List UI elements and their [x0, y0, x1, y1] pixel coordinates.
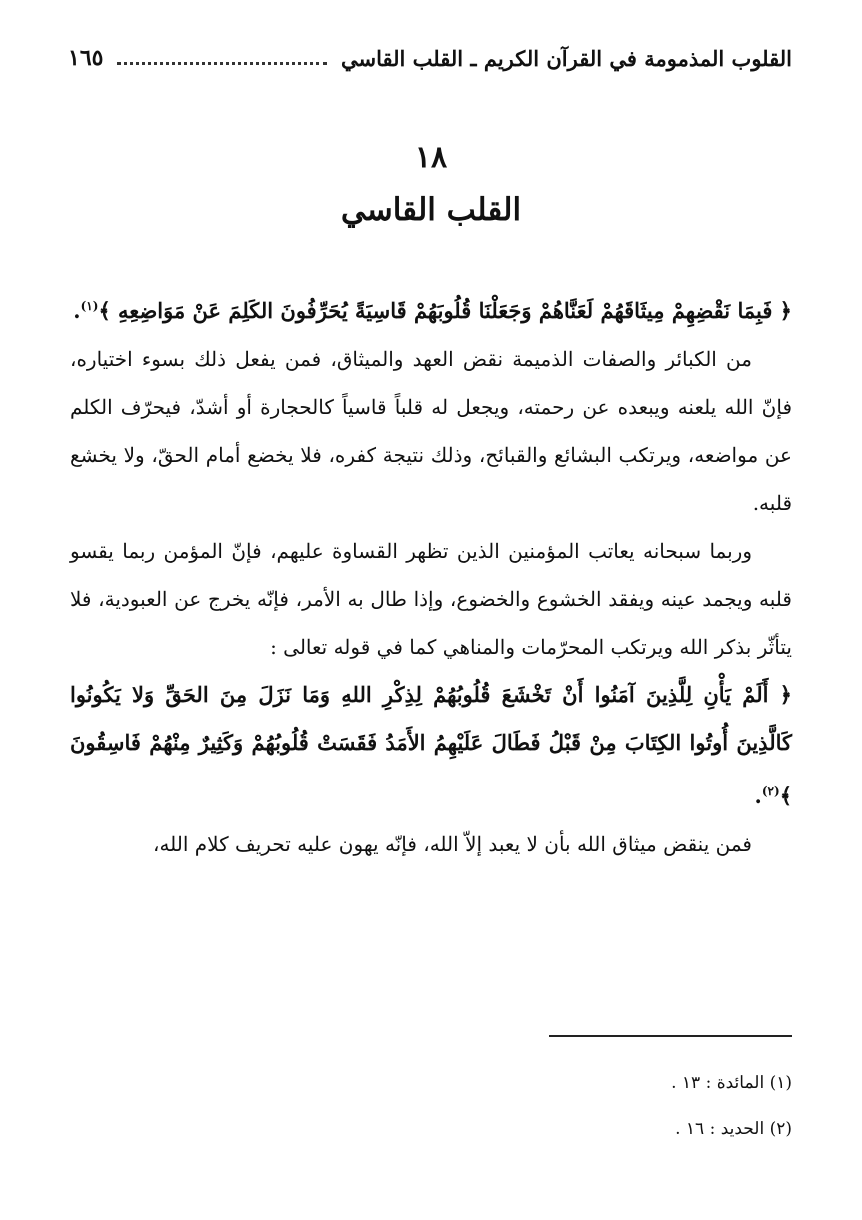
- paragraph-2: وربما سبحانه يعاتب المؤمنين الذين تظهر القساوة عليهم، فإنّ المؤمن ربما يقسو قلبه ويجمد عينه ويفقد الخشوع والخضوع، وإذا طال به الأمر، فإنّه يخرج عن العبودية، فلا يتأثّر بذكر الله ويرتكب المحرّمات والمناهي كما في قوله تعالى :: [70, 539, 792, 659]
- paragraph-3: فمن ينقض ميثاق الله بأن لا يعبد إلاّ الله، فإنّه يهون عليه تحريف كلام الله،: [152, 832, 752, 856]
- footnote-ref-1: (١): [80, 299, 99, 313]
- quran-verse-1: ﴿ فَبِمَا نَقْضِهِمْ مِيثَاقَهُمْ لَعَنَّاهُمْ وَجَعَلْنَا قُلُوبَهُمْ قَاسِيَةً يُحَرِّفُونَ الكَلِمَ عَنْ مَوَاضِعِهِ ﴾$^{(١)}$.: [73, 298, 792, 323]
- footnote-ref-2: (٢): [761, 784, 780, 798]
- verse-1-text: ﴿ فَبِمَا نَقْضِهِمْ مِيثَاقَهُمْ لَعَنَّاهُمْ وَجَعَلْنَا قُلُوبَهُمْ قَاسِيَةً يُحَرِّفُونَ الكَلِمَ عَنْ مَوَاضِعِهِ ﴾: [98, 298, 792, 323]
- page-number: ١٦٥: [68, 45, 104, 71]
- dotted-leader: [117, 52, 327, 65]
- verse-2-text: ﴿ أَلَمْ يَأْنِ لِلَّذِينَ آمَنُوا أَنْ تَخْشَعَ قُلُوبُهُمْ لِذِكْرِ اللهِ وَمَا نَزَلَ مِنَ الحَقِّ وَلا يَكُونُوا كَالَّذِينَ أُوتُوا الكِتَابَ مِنْ قَبْلُ فَطَالَ عَلَيْهِمُ الأَمَدُ فَقَسَتْ قُلُوبُهُمْ وَكَثِيرٌ مِنْهُمْ فَاسِقُونَ ﴾: [70, 682, 792, 808]
- body-text: [70, 282, 792, 868]
- footnote-divider: [549, 1035, 792, 1037]
- quran-verse-2: ﴿ أَلَمْ يَأْنِ لِلَّذِينَ آمَنُوا أَنْ تَخْشَعَ قُلُوبُهُمْ لِذِكْرِ اللهِ وَمَا نَزَلَ مِنَ الحَقِّ وَلا يَكُونُوا كَالَّذِينَ أُوتُوا الكِتَابَ مِنْ قَبْلُ فَطَالَ عَلَيْهِمُ الأَمَدُ فَقَسَتْ قُلُوبُهُمْ وَكَثِيرٌ مِنْهُمْ فَاسِقُونَ ﴾$^{(٢)}$.: [70, 682, 792, 808]
- paragraph-1: من الكبائر والصفات الذميمة نقض العهد والميثاق، فمن يفعل ذلك بسوء اختياره، فإنّ الله يلعنه ويبعده عن رحمته، ويجعل له قلباً قاسياً كالحجارة أو أشدّ، فيحرّف الكلم عن مواضعه، ويرتكب البشائع والقبائح، وذلك نتيجة كفره، فلا يخضع أمام الحقّ، ولا يخشع قلبه.: [70, 347, 792, 515]
- running-header: [68, 38, 792, 78]
- footnotes: [392, 1060, 792, 1152]
- footnote-2: (٢) الحديد : ١٦ .: [675, 1119, 792, 1139]
- footnote-1: (١) المائدة : ١٣ .: [671, 1073, 792, 1093]
- chapter-number: ١٨: [414, 140, 448, 175]
- chapter-title: القلب القاسي: [340, 192, 522, 228]
- running-title: القلوب المذمومة في القرآن الكريم ـ القلب القاسي: [340, 45, 792, 71]
